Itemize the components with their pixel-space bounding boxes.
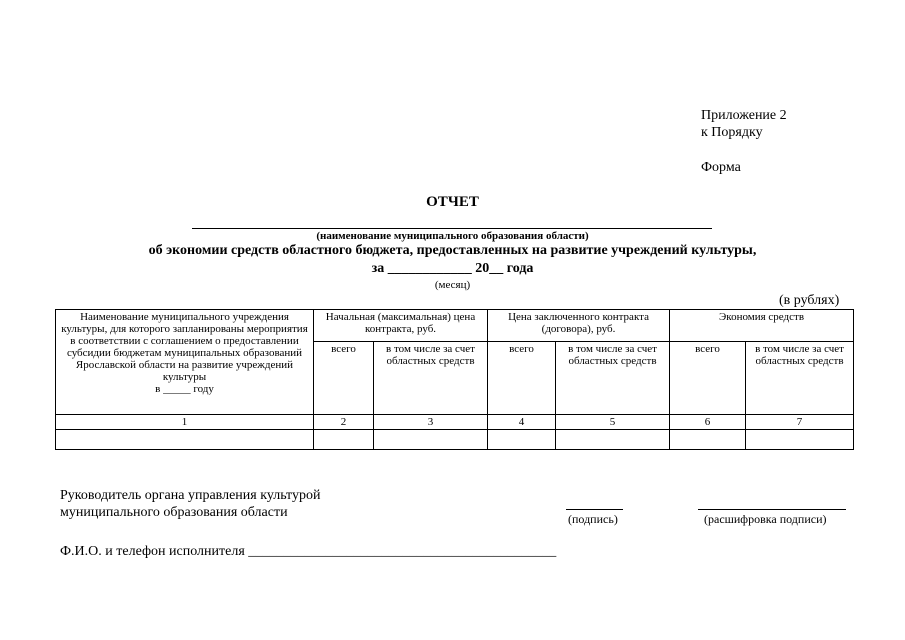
column-header-year: в _____ году [155, 383, 214, 395]
head-title-line1: Руководитель органа управления культурой [60, 488, 321, 503]
table-row [56, 430, 854, 450]
subheader-regional: в том числе за счет областных средств [556, 341, 670, 414]
column-number: 2 [314, 415, 374, 430]
empty-cell [56, 430, 314, 450]
municipality-line [192, 228, 712, 229]
subheader-total: всего [314, 341, 374, 414]
subheader-regional: в том числе за счет областных средств [746, 341, 854, 414]
subheader-total: всего [670, 341, 746, 414]
appendix-label: Приложение 2 [701, 108, 787, 123]
executor-line: Ф.И.О. и телефон исполнителя ____________________________________________ [60, 544, 557, 559]
group-header-initial-price: Начальная (максимальная) цена контракта, руб. [314, 310, 488, 342]
report-title: ОТЧЕТ [426, 194, 479, 210]
name-decode-caption: (расшифровка подписи) [704, 512, 827, 526]
month-caption: (месяц) [434, 279, 471, 291]
column-number: 3 [374, 415, 488, 430]
units-label: (в рублях) [779, 293, 840, 308]
column-number: 7 [746, 415, 854, 430]
empty-cell [556, 430, 670, 450]
column-header-institution: Наименование муниципального учреждения культуры, для которого запланированы мероприятия в соответствии с соглашением о предоставлении субсидии бюджетам муниципальных образований Ярославской области на развитие учреждений культуры в _____ году [56, 310, 314, 415]
signature-caption: (подпись) [568, 512, 618, 526]
column-number: 6 [670, 415, 746, 430]
empty-cell [374, 430, 488, 450]
column-number: 1 [56, 415, 314, 430]
column-number-row [56, 415, 854, 430]
column-number: 4 [488, 415, 556, 430]
group-header-savings: Экономия средств [670, 310, 854, 342]
form-label: Форма [701, 160, 741, 175]
signature-line [566, 509, 623, 510]
empty-cell [746, 430, 854, 450]
column-number: 5 [556, 415, 670, 430]
period-month-blank: ____________ [387, 261, 472, 276]
empty-cell [314, 430, 374, 450]
appendix-reference: к Порядку [701, 125, 763, 140]
report-table [55, 309, 854, 450]
report-period [0, 261, 905, 277]
empty-cell [670, 430, 746, 450]
period-year: 20__ года [475, 261, 534, 276]
group-header-contract-price: Цена заключенного контракта (договора), руб. [488, 310, 670, 342]
period-prefix: за [371, 261, 385, 276]
report-subtitle: об экономии средств областного бюджета, предоставленных на развитие учреждений культуры, [148, 243, 757, 258]
municipality-caption: (наименование муниципального образования области) [316, 230, 589, 242]
head-title-line2: муниципального образования области [60, 505, 288, 520]
subheader-total: всего [488, 341, 556, 414]
subheader-regional: в том числе за счет областных средств [374, 341, 488, 414]
empty-cell [488, 430, 556, 450]
name-decode-line [698, 509, 846, 510]
